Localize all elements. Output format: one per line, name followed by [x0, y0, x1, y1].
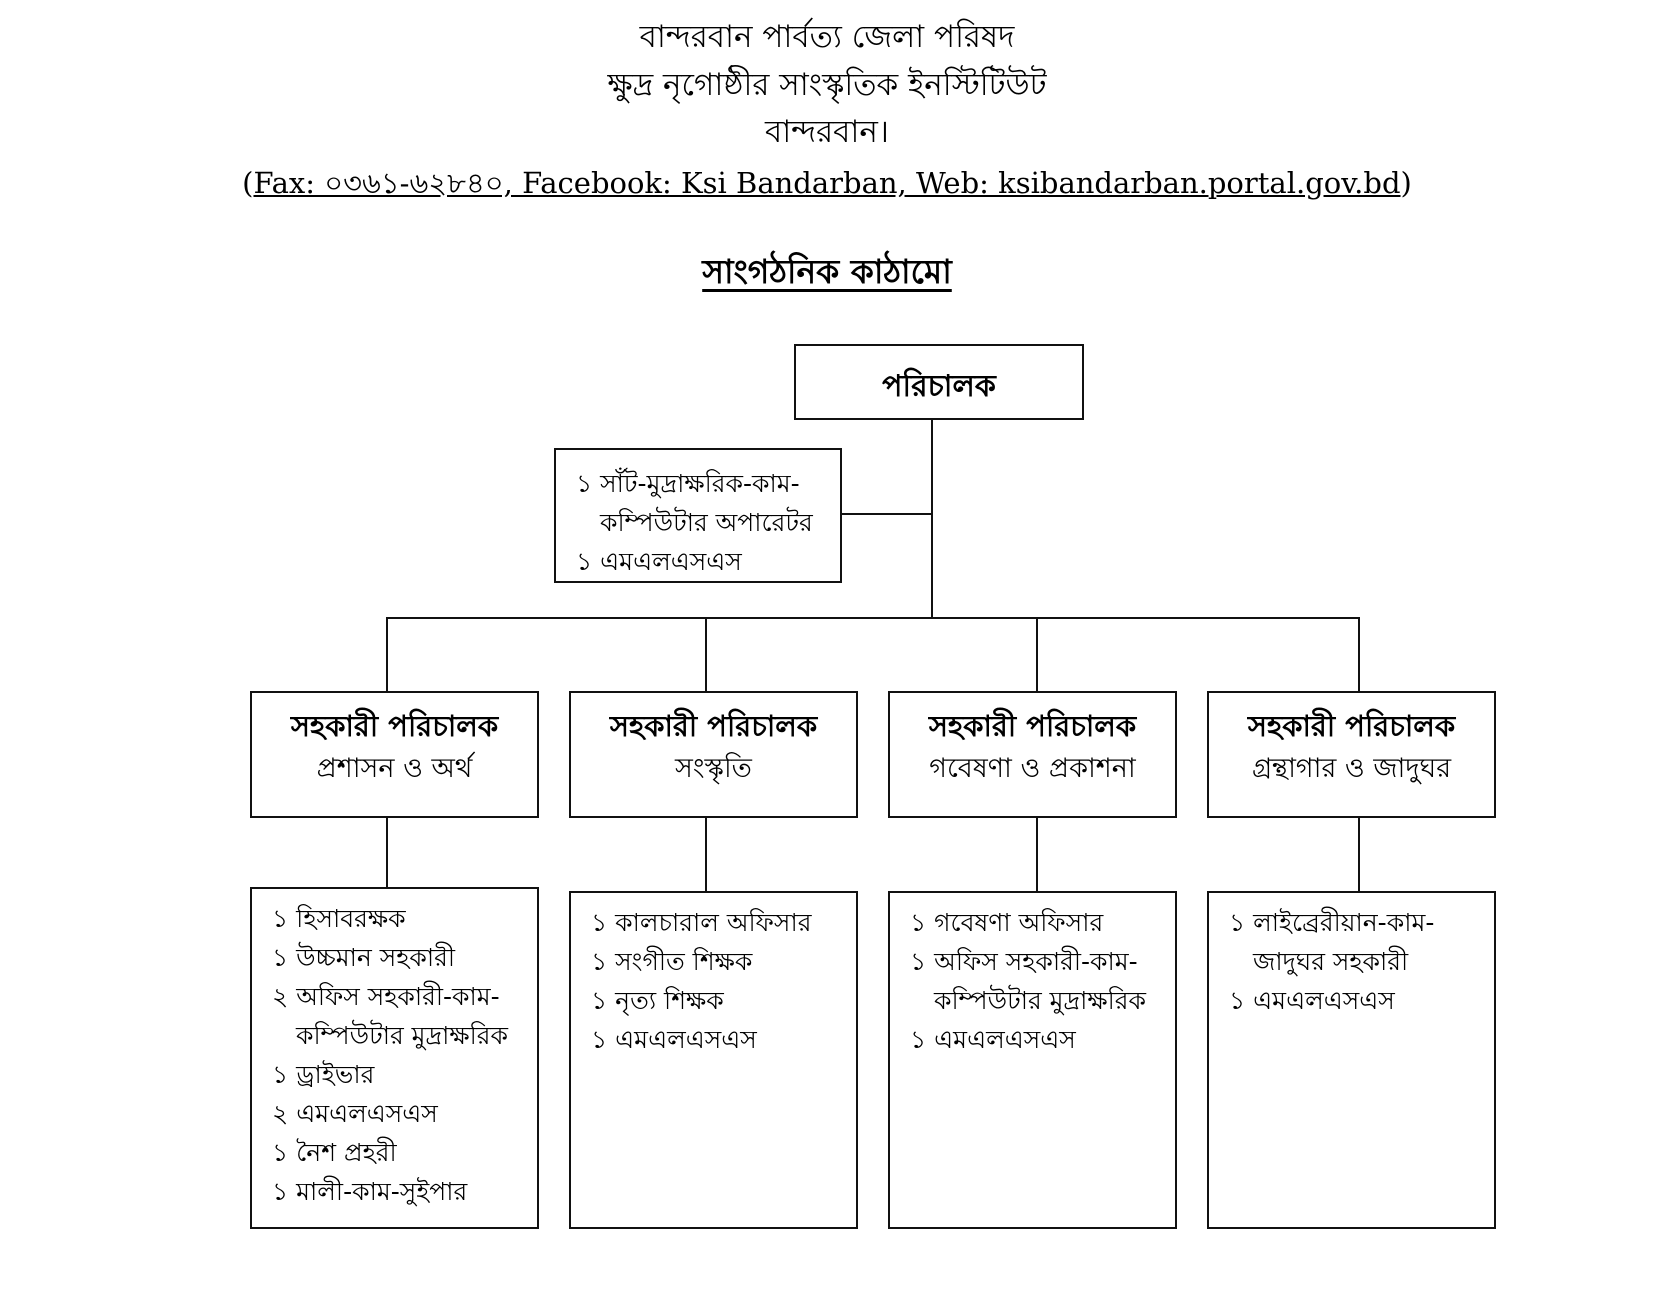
branch-connector-1: [386, 617, 388, 693]
branch-connector-2: [705, 617, 707, 693]
asst-director-dept: সংস্কৃতি: [675, 753, 752, 784]
staff-line: ১ নৈশ প্রহরী: [272, 1138, 397, 1167]
staff-line-cont: কম্পিউটার অপারেটর: [600, 508, 813, 537]
staff-line: ১ অফিস সহকারী-কাম-: [910, 947, 1138, 976]
staff-item: [272, 1133, 537, 1172]
staff-item: [272, 1055, 537, 1094]
staff-item: [1229, 903, 1494, 981]
director-staff-box: [554, 448, 842, 583]
branch-connector-3: [1036, 617, 1038, 693]
staff-line: ১ গবেষণা অফিসার: [910, 908, 1104, 937]
contact-links[interactable]: Fax: ০৩৬১-৬২৮৪০, Facebook: Ksi Bandarban, Web: ksibandarban.portal.gov.bd: [253, 166, 1401, 200]
staff-connector-1: [386, 817, 388, 888]
staff-line: ১ নৃত্য শিক্ষক: [591, 986, 724, 1015]
staff-connector-3: [1036, 817, 1038, 892]
director-title: পরিচালক: [882, 369, 996, 404]
branch-connector-4: [1358, 617, 1360, 693]
staff-item: [910, 903, 1175, 942]
asst-director-title: সহকারী পরিচালক: [609, 709, 818, 743]
staff-box-library: [1207, 891, 1496, 1229]
staff-line-cont: জাদুঘর সহকারী: [1253, 947, 1409, 976]
asst-director-title: সহকারী পরিচালক: [1247, 709, 1456, 743]
staff-item: [272, 1172, 537, 1211]
staff-line: ১ এমএলএসএস: [910, 1025, 1076, 1054]
staff-connector-2: [705, 817, 707, 892]
page-title: [0, 250, 1654, 294]
director-staff-item: [576, 464, 840, 542]
director-staff-item: [576, 542, 840, 581]
branch-bar: [386, 617, 1360, 619]
contact-info: [0, 164, 1654, 202]
staff-item: [272, 899, 537, 938]
header-location: বান্দরবান।: [765, 114, 889, 150]
asst-director-dept: গবেষণা ও প্রকাশনা: [929, 753, 1136, 784]
asst-director-box-library: [1207, 691, 1496, 818]
staff-item: [910, 1020, 1175, 1059]
staff-line: ১ ড্রাইভার: [272, 1060, 375, 1089]
staff-line: ১ উচ্চমান সহকারী: [272, 943, 455, 972]
asst-director-title: সহকারী পরিচালক: [928, 709, 1137, 743]
staff-item: [591, 903, 856, 942]
header-district-council: বান্দরবান পার্বত্য জেলা পরিষদ: [639, 19, 1015, 55]
staff-line: ১ এমএলএসএস: [1229, 986, 1395, 1015]
contact-open-paren: (: [242, 166, 254, 200]
staff-line: ১ সাঁট-মুদ্রাক্ষরিক-কাম-: [576, 469, 800, 498]
staff-item: [591, 942, 856, 981]
page-title-text: সাংগঠনিক কাঠামো: [702, 252, 952, 291]
staff-item: [272, 977, 537, 1055]
staff-line: ২ অফিস সহকারী-কাম-: [272, 982, 500, 1011]
asst-director-box-culture: [569, 691, 858, 818]
staff-line: ১ কালচারাল অফিসার: [591, 908, 812, 937]
staff-item: [272, 938, 537, 977]
staff-line: ১ মালী-কাম-সুইপার: [272, 1177, 468, 1206]
staff-item: [591, 981, 856, 1020]
staff-box-research: [888, 891, 1177, 1229]
asst-director-box-research: [888, 691, 1177, 818]
staff-box-culture: [569, 891, 858, 1229]
staff-connector: [840, 513, 932, 515]
staff-line: ২ এমএলএসএস: [272, 1099, 438, 1128]
staff-line: ১ এমএলএসএস: [591, 1025, 757, 1054]
staff-line: ১ লাইব্রেরীয়ান-কাম-: [1229, 908, 1435, 937]
staff-box-admin: [250, 887, 539, 1229]
staff-item: [910, 942, 1175, 1020]
staff-item: [272, 1094, 537, 1133]
asst-director-dept: প্রশাসন ও অর্থ: [316, 753, 473, 784]
staff-line: ১ হিসাবরক্ষক: [272, 904, 406, 933]
staff-line: ১ সংগীত শিক্ষক: [591, 947, 753, 976]
asst-director-box-admin: [250, 691, 539, 818]
asst-director-title: সহকারী পরিচালক: [290, 709, 499, 743]
director-box: [794, 344, 1084, 420]
staff-line-cont: কম্পিউটার মুদ্রাক্ষরিক: [296, 1021, 509, 1050]
trunk-connector: [931, 419, 933, 619]
staff-line: ১ এমএলএসএস: [576, 547, 742, 576]
staff-line-cont: কম্পিউটার মুদ্রাক্ষরিক: [934, 986, 1147, 1015]
contact-close-paren: ): [1400, 166, 1412, 200]
staff-item: [1229, 981, 1494, 1020]
staff-connector-4: [1358, 817, 1360, 892]
header-institute-name: ক্ষুদ্র নৃগোষ্ঠীর সাংস্কৃতিক ইনস্টিটিউট: [607, 67, 1047, 103]
staff-item: [591, 1020, 856, 1059]
asst-director-dept: গ্রন্থাগার ও জাদুঘর: [1251, 753, 1452, 784]
